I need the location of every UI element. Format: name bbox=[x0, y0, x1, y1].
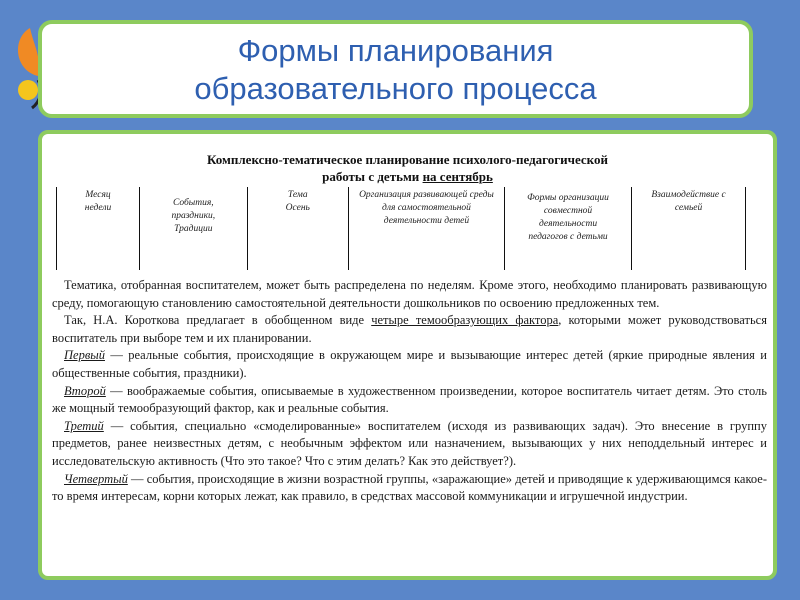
title-banner bbox=[38, 20, 753, 118]
paragraph-fourth-factor: Четвертый — события, происходящие в жизни возрастной группы, «заражающие» детей и приводящие к удерживающимся какое-то время интересам, корни которых лежат, как правило, в средствах массовой коммуникации и игрушечной индустрии. bbox=[52, 471, 767, 504]
paragraph-second-factor: Второй — воображаемые события, описываемые в художественном произведении, которое воспитатель читает детям. Это столь же мощный темообразующий фактор, как и реальные события. bbox=[52, 383, 767, 416]
paragraph-first-factor: Первый — реальные события, происходящие в окружающем мире и вызывающие интерес детей (яркие природные явления и общественные события, праздники). bbox=[52, 348, 767, 380]
page-title-line1: Формы планирования bbox=[237, 33, 554, 68]
plan-heading-line1: Комплексно-тематическое планирование психолого-педагогической bbox=[207, 152, 608, 167]
col-month-week: Месяц недели bbox=[57, 187, 140, 270]
col-environment: Организация развивающей среды для самостоятельной деятельности детей bbox=[348, 187, 504, 270]
page-title bbox=[42, 32, 749, 108]
plan-heading-line2 bbox=[42, 168, 773, 185]
plan-table bbox=[56, 187, 746, 270]
paragraph-1: Тематика, отобранная воспитателем, может быть распределена по неделям. Кроме этого, необходимо планировать развивающую среду, помогающую становлению самостоятельной деятельности дошкольников по освоению предложенных тем. bbox=[52, 278, 767, 310]
paragraph-2: Так, Н.А. Короткова предлагает в обобщенном виде четыре темообразующих фактора, которыми может руководствоваться воспитатель при выборе тем и их планировании. bbox=[52, 313, 767, 345]
content-panel bbox=[38, 130, 777, 580]
col-events: События, праздники, Традиции bbox=[140, 187, 247, 270]
plan-heading-prefix: работы с детьми bbox=[322, 169, 423, 184]
page-title-line2: образовательного процесса bbox=[194, 71, 597, 106]
body-text bbox=[52, 277, 767, 506]
plan-heading-month: на сентябрь bbox=[422, 169, 493, 184]
col-family: Взаимодействие с семьей bbox=[632, 187, 746, 270]
paragraph-third-factor: Третий — события, специально «смоделированные» воспитателем (исходя из развивающих задач). Это внесение в группу предметов, ранее неизвестных детям, с необычным эффектом или назначением, вызывающих у них неподдельный интерес и исследовательскую активность (Что это такое? Что с этим делать? Как это действует?). bbox=[52, 418, 767, 468]
plan-heading bbox=[42, 151, 773, 185]
plan-table-header-row bbox=[57, 187, 746, 270]
col-theme: Тема Осень bbox=[247, 187, 348, 270]
col-joint-activity: Формы организации совместной деятельности педагогов с детьми bbox=[504, 187, 631, 270]
